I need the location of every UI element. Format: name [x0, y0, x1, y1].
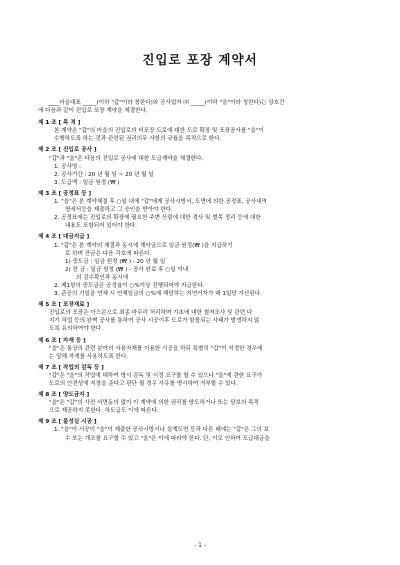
article-line: 는 당해 자재를 사용하도록 한다. [49, 353, 129, 360]
article-line: 1. "을"은 본 계약체결 후 ○일 내에 "갑"에게 공사시방서, 도면에 의한 공정표, 공사내역 [54, 199, 267, 206]
article-line: 본 계약은 "갑"의 마을의 진입로의 비포장 도로에 대한 도로 확장 및 포장공사를 "을"이 [54, 128, 264, 135]
intro-paragraph [38, 99, 366, 115]
article-line: 수 또는 개조를 요구할 수 있고 "을"은 이에 따라야 한다. 단, 이로 인하여 도급대금을 [65, 435, 270, 442]
article-line: 2. 제1항의 중도금은 공정율이 ○%이상 진행되어야 지급한다. [54, 282, 205, 289]
article-heading: 제 4 조 [ 대금지급 ] [38, 234, 90, 241]
article-line: 내용도 포함되어 있어야 한다. [65, 223, 137, 230]
article-heading: 제 3 조 [ 공정표 등 ] [38, 190, 92, 197]
article-8 [38, 391, 366, 415]
article-heading: 제 2 조 [ 진입로 공사 ] [38, 147, 97, 154]
article-heading: 제 7 조 [ 작업의 감독 등 ] [38, 364, 104, 371]
article-line: 으로 제공하지 못한다. 하도급도 이에 따른다. [49, 408, 159, 415]
article-line: "을"은 "갑"의 사전 서면동의 없이 이 계약에 의한 권리를 양도하거나 또는 담보의 목적 [49, 400, 259, 407]
article-2 [38, 146, 366, 186]
article-line: "갑"과 "을"은 다음의 진입로 공사에 대한 도급계약을 체결한다. [49, 155, 204, 162]
article-heading: 제 9 조 [ 불성실 시공 ] [38, 419, 97, 426]
article-line: 3. 준공의 기일을 연체 시 연체일금의 ○%에 해당하는 지연이자가 매 1일당 가산된다. [54, 291, 262, 298]
article-3 [38, 190, 366, 230]
article-line: 1. 공사명 : [54, 163, 81, 170]
intro-line: ____마을대표 _____(이하 "갑"이라 칭한다)와 공사업자 ㈜ _____(이하 "을"이라 칭한다)는 상호간 [48, 100, 285, 106]
article-line: "갑"은 "을"의 작업에 대하여 명시 감독 및 시정 요구를 할 수 있으나 "을"에 관한 요구가 [49, 372, 263, 379]
article-heading: 제 8 조 [ 양도금지 ] [38, 392, 90, 399]
article-9 [38, 418, 366, 442]
article-6 [38, 337, 366, 361]
article-5 [38, 301, 366, 333]
article-line: 2) 잔 금 : 일금 원정 (₩ ) - 공사 완료 후 ○일 이내 [65, 266, 189, 273]
article-heading: 제 6 조 [ 자재 등 ] [38, 337, 86, 344]
article-line: 도록 유의하여야 한다. [49, 326, 103, 333]
article-7 [38, 364, 366, 388]
article-line: 도로의 안전성에 지장을 준다고 판단 될 경우 사유를 명시하여 거부할 수 있다. [49, 381, 238, 387]
article-line: 수행하도록 하는 것과 관련된 권리의무 사항의 규율을 목적으로 한다. [54, 136, 222, 143]
article-line: 1. "을"이 시공이 "을"이 제출한 공사시방서나 설계도면 등과 다른 때에는 "갑"은 그의 보 [54, 427, 270, 434]
article-line: 2. 공사기간 : 20 년 월 일 ~ 20 년 월 일 [54, 171, 154, 178]
article-line: 2. 공정표에는 진입로의 확장에 필요한 주변 산림에 대한 경사 및 벌목 정리 등에 대한 [54, 215, 261, 222]
article-4 [38, 233, 366, 298]
article-1 [38, 119, 366, 143]
intro-line: 에 다음과 같이 진입로 포장 계약을 체결한다. [38, 108, 148, 115]
article-line: 진입로의 포장은 아스콘으로 최종 마무리 처리하며 기초에 대한 철저조사 및 관련 다 [49, 310, 253, 317]
page-number: - 1 - [194, 542, 206, 549]
article-line: 명세서등을 제출하고 그 승인을 받아야 한다. [65, 207, 173, 214]
article-line: 지기 작업 등의 완벽 공사를 통하여 공사 시공이후 도로가 함몰되는 사태가 발생하지 않 [49, 318, 260, 325]
article-heading: 제 1 조 [ 목 적 ] [38, 120, 81, 127]
article-line: 1) 중도금 : 일금 원정 (₩ ) - 20 년 월 일 [65, 258, 166, 265]
document-title: 진입로 포장 계약서 [142, 52, 258, 67]
article-line: 1. "갑"은 본 계약의 체결과 동시에 계약금으로 일금 원정(₩ )을 지급하기 [54, 242, 233, 249]
article-heading: 제 5 조 [ 포장재료 ] [38, 302, 90, 309]
article-line: 3. 도급액 : 일금 원정 (₩ ) [54, 179, 120, 186]
article-line: "을"은 통상의 관련 분야의 사용자재를 이용한 시공을 하되 특별히 "갑"이 지정한 경우에 [49, 345, 263, 352]
contract-body [38, 99, 366, 443]
article-line: 의 검수확인과 동시에 [76, 274, 129, 281]
article-line: 로 하며 잔금은 다음 각호에 따른다. [65, 250, 152, 257]
